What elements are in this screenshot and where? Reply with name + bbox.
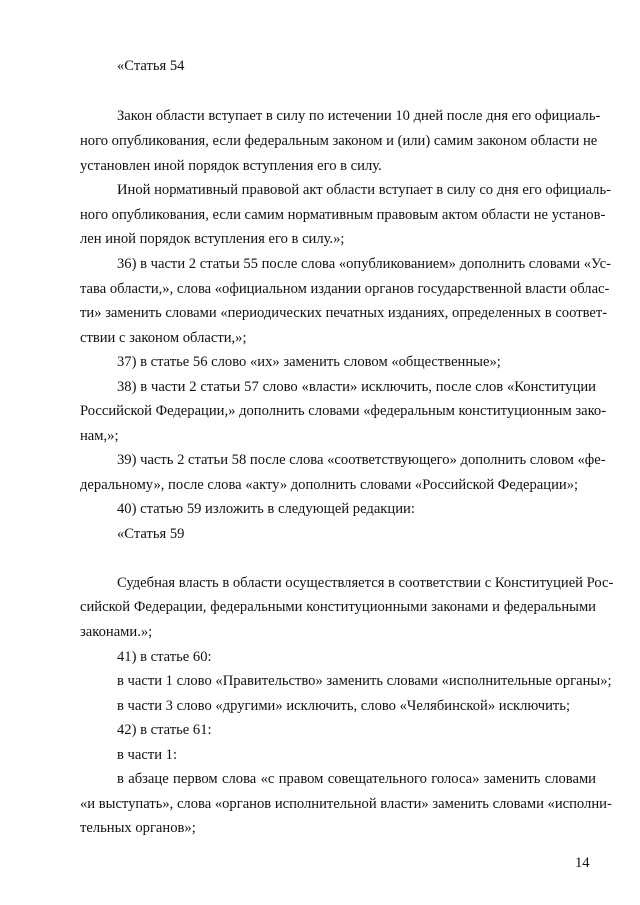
paragraph-line: лен иной порядок вступления его в силу.»; (80, 231, 345, 247)
paragraph-line: ти» заменить словами «периодических печатных изданиях, определенных в соответ- (80, 305, 608, 321)
paragraph-line: в части 3 слово «другими» исключить, слово «Челябинской» исключить; (117, 698, 571, 714)
paragraph-line: Российской Федерации,» дополнить словами «федеральным конституционным зако- (80, 403, 607, 419)
paragraph-line: в части 1: (117, 747, 178, 763)
paragraph-line: сийской Федерации, федеральными конституционными законами и федеральными (80, 599, 596, 615)
paragraph-line: законами.»; (80, 624, 153, 640)
paragraph-line: Судебная власть в области осуществляется в соответствии с Конституцией Рос- (117, 575, 614, 591)
paragraph-line: 41) в статье 60: (117, 649, 212, 665)
paragraph-line: 38) в части 2 статьи 57 слово «власти» исключить, после слов «Конституции (117, 379, 596, 395)
paragraph-line: нам,»; (80, 428, 119, 444)
paragraph-line: в части 1 слово «Правительство» заменить словами «исполнительные органы»; (117, 673, 612, 689)
page-number: 14 (575, 855, 590, 871)
article-59-heading: «Статья 59 (117, 526, 185, 542)
paragraph-line: Закон области вступает в силу по истечении 10 дней после дня его официаль- (117, 108, 601, 124)
paragraph-line: Иной нормативный правовой акт области вступает в силу со дня его официаль- (117, 182, 611, 198)
paragraph-line: ствии с законом области,»; (80, 330, 247, 346)
paragraph-line: деральному», после слова «акту» дополнить словами «Российской Федерации»; (80, 477, 579, 493)
paragraph-line: 42) в статье 61: (117, 722, 212, 738)
paragraph-line: в абзаце первом слова «с правом совещательного голоса» заменить словами (117, 771, 596, 787)
paragraph-line: ного опубликования, если федеральным законом и (или) самим законом области не (80, 133, 598, 149)
paragraph-line: ного опубликования, если самим нормативным правовым актом области не установ- (80, 207, 606, 223)
paragraph-line: установлен иной порядок вступления его в силу. (80, 158, 382, 174)
paragraph-line: тава области,», слова «официальном издании органов государственной власти облас- (80, 281, 610, 297)
paragraph-line: 40) статью 59 изложить в следующей редакции: (117, 501, 415, 517)
paragraph-line: 39) часть 2 статьи 58 после слова «соответствующего» дополнить словом «фе- (117, 452, 606, 468)
paragraph-line: тельных органов»; (80, 820, 196, 836)
paragraph-line: 37) в статье 56 слово «их» заменить словом «общественные»; (117, 354, 501, 370)
paragraph-line: 36) в части 2 статьи 55 после слова «опубликованием» дополнить словами «Ус- (117, 256, 611, 272)
paragraph-line: «и выступать», слова «органов исполнительной власти» заменить словами «исполни- (80, 796, 612, 812)
article-54-heading: «Статья 54 (117, 58, 185, 74)
